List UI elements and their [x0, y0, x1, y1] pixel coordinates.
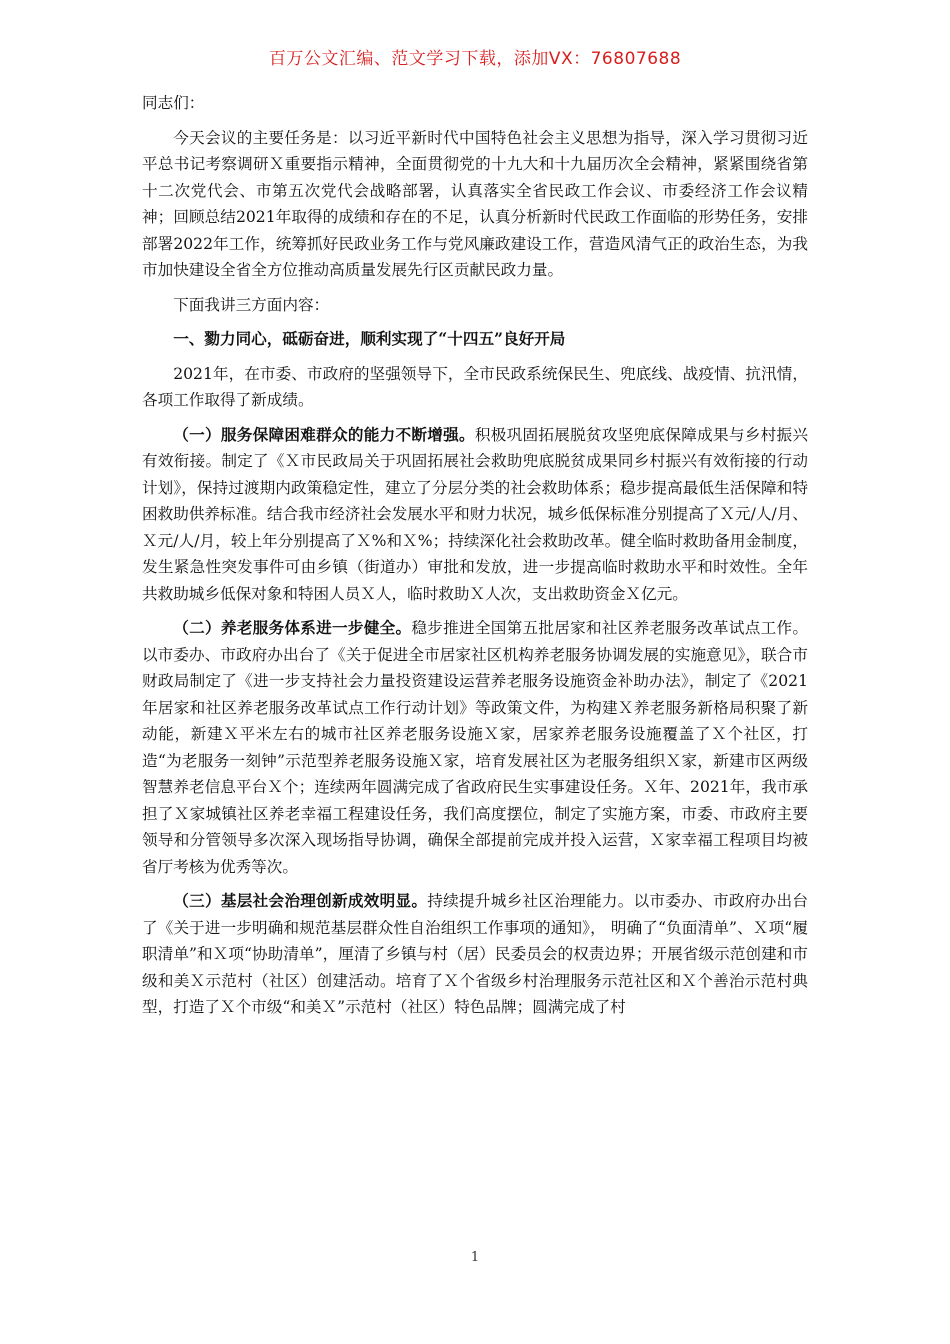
document-body — [142, 90, 808, 1029]
item-lead: （三）基层社会治理创新成效明显。 — [173, 891, 428, 910]
item-text: 积极巩固拓展脱贫攻坚兜底保障成果与乡村振兴有效衔接。制定了《Ｘ市民政局关于巩固拓展社会救助兜底脱贫成果同乡村振兴有效衔接的行动计划》，保持过渡期内政策稳定性，建立了分层分类的社会救助体系；稳步提高最低生活保障和特困救助供养标准。结合我市经济社会发展水平和财力状况，城乡低保标准分别提高了Ｘ元/人/月、Ｘ元/人/月，较上年分别提高了Ｘ%和Ｘ%；持续深化社会救助改革。健全临时救助备用金制度，发生紧急性突发事件可由乡镇（街道办）审批和发放，进一步提高临时救助水平和时效性。全年共救助城乡低保对象和特困人员Ｘ人，临时救助Ｘ人次，支出救助资金Ｘ亿元。 — [142, 425, 808, 603]
item-paragraph-1 — [142, 422, 808, 608]
intro-paragraph: 今天会议的主要任务是：以习近平新时代中国特色社会主义思想为指导，深入学习贯彻习近平总书记考察调研Ｘ重要指示精神，全面贯彻党的十九大和十九届历次全会精神，紧紧围绕省第十二次党代会、市第五次党代会战略部署，认真落实全省民政工作会议、市委经济工作会议精神；回顾总结2021年取得的成绩和存在的不足，认真分析新时代民政工作面临的形势任务，安排部署2022年工作，统筹抓好民政业务工作与党风廉政建设工作，营造风清气正的政治生态，为我市加快建设全省全方位推动高质量发展先行区贡献民政力量。 — [142, 128, 808, 279]
page-number: 1 — [470, 1250, 480, 1265]
item-text: 稳步推进全国第五批居家和社区养老服务改革试点工作。以市委办、市政府办出台了《关于促进全市居家社区机构养老服务协调发展的实施意见》，联合市财政局制定了《进一步支持社会力量投资建设运营养老服务设施资金补助办法》，制定了《2021年居家和社区养老服务改革试点工作行动计划》等政策文件，为构建Ｘ养老服务新格局积聚了新动能，新建Ｘ平米左右的城市社区养老服务设施Ｘ家，居家养老服务设施覆盖了Ｘ个社区，打造“为老服务一刻钟”示范型养老服务设施Ｘ家，培育发展社区为老服务组织Ｘ家，新建市区两级智慧养老信息平台Ｘ个；连续两年圆满完成了省政府民生实事建设任务。Ｘ年、2021年，我市承担了Ｘ家城镇社区养老幸福工程建设任务，我们高度摆位，制定了实施方案，市委、市政府主要领导和分管领导多次深入现场指导协调，确保全部提前完成并投入运营，Ｘ家幸福工程项目均被省厅考核为优秀等次。 — [142, 619, 808, 876]
outline-paragraph: 下面我讲三方面内容： — [173, 295, 330, 314]
item-text: 持续提升城乡社区治理能力。以市委办、市政府办出台了《关于进一步明确和规范基层群众性自治组织工作事项的通知》， 明确了“负面清单”、Ｘ项“履职清单”和Ｘ项“协助清单”，厘清了乡镇与村（居）民委员会的权责边界；开展省级示范创建和市级和美Ｘ示范村（社区）创建活动。培育了Ｘ个省级乡村治理服务示范社区和Ｘ个善治示范村典型，打造了Ｘ个市级“和美Ｘ”示范村（社区）特色品牌；圆满完成了村 — [142, 892, 808, 1016]
salutation: 同志们： — [142, 94, 205, 112]
item-paragraph-3 — [142, 888, 808, 1021]
item-lead: （一）服务保障困难群众的能力不断增强。 — [173, 424, 475, 444]
section-intro-paragraph: 2021年，在市委、市政府的坚强领导下，全市民政系统保民生、兜底线、战疫情、抗汛情，各项工作取得了新成绩。 — [142, 364, 808, 409]
item-paragraph-2 — [142, 615, 808, 880]
watermark-banner: 百万公文汇编、范文学习下载，添加VX：76807688 — [268, 49, 682, 69]
item-lead: （二）养老服务体系进一步健全。 — [173, 618, 412, 637]
section-heading: 一、勠力同心，砥砺奋进，顺利实现了“十四五”良好开局 — [173, 329, 566, 348]
